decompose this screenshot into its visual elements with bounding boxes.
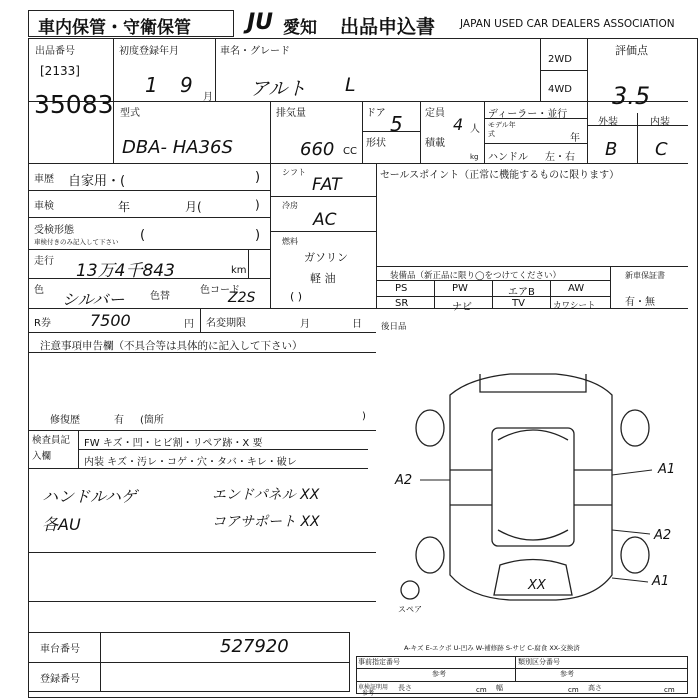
damage-mark-right-a1-bottom: A1 <box>652 574 670 589</box>
color-value: シルバー <box>62 290 125 309</box>
displacement-value: 660 <box>300 139 335 160</box>
lot-label: 出品番号 <box>35 46 75 57</box>
registration-year: 1 <box>145 73 158 97</box>
inspection-label: 車検 <box>34 201 54 212</box>
chassis-label: 車台番号 <box>40 644 80 655</box>
class-sub: 参考 <box>560 670 574 678</box>
class-label: 類別区分番号 <box>518 658 560 666</box>
damage-mark-left-a2: A2 <box>395 473 413 488</box>
fuel-label: 燃料 <box>282 237 298 246</box>
width-label: 幅 <box>496 684 503 692</box>
name-change-label: 名変期限 <box>206 318 246 329</box>
doors-value: 5 <box>390 112 403 136</box>
interior-grade: C <box>655 139 668 160</box>
shift-value: FAT <box>312 175 342 195</box>
displacement-label: 排気量 <box>276 108 306 119</box>
damage-mark-right-a2: A2 <box>654 528 672 543</box>
later-items-label: 後日品 <box>381 322 407 332</box>
interior-label: 内装 <box>650 117 670 128</box>
repair-place-label: (箇所 <box>140 415 164 426</box>
spare-label: スペア <box>398 605 422 614</box>
car-name: アルト <box>250 78 307 100</box>
load-unit: kg <box>470 153 479 161</box>
repair-label: 修復歴 <box>50 415 80 426</box>
mileage-value: 13万4千843 <box>76 261 175 281</box>
inspector-interior-row: 内装 キズ・汚レ・コゲ・穴・タバ・キレ・破レ <box>84 457 297 468</box>
recycle-label: R券 <box>34 318 51 329</box>
length-label: 長さ <box>398 684 412 692</box>
shift-label: シフト <box>282 168 306 177</box>
dealer-label: ディーラー・並行 <box>488 109 568 120</box>
handle-options: 左・右 <box>545 152 575 163</box>
inspection-month-unit: 月( <box>185 200 202 214</box>
grade-score: 3.5 <box>612 82 651 110</box>
load-label: 積載 <box>425 138 445 149</box>
notes-label: 注意事項申告欄（不具合等は具体的に記入して下さい） <box>40 340 303 352</box>
registration-month-unit: 月 <box>203 92 213 103</box>
shape-label: 形状 <box>366 138 386 149</box>
remark-right-1: エンドパネル XX <box>212 487 320 503</box>
fuel-diesel: 軽 油 <box>310 272 336 285</box>
fuel-other: ( ) <box>290 290 303 303</box>
storage-note: 車内保管・守衛保管 <box>38 18 191 38</box>
drive-2wd: 2WD <box>548 54 572 65</box>
model-label: 型式 <box>120 108 140 119</box>
color-code-label: 色コード <box>200 285 240 296</box>
cert-label: 車検証明用 <box>358 684 389 691</box>
inspector-fw-row: FW キズ・凹・ヒビ割・リペア跡・X 要 <box>84 438 263 449</box>
sheet-title: 出品申込書 <box>340 16 436 38</box>
aircon-value: AC <box>313 210 337 230</box>
displacement-unit: CC <box>343 146 357 157</box>
color-change-label: 色替 <box>150 291 170 302</box>
received-label: 受検形態 <box>34 225 74 236</box>
equipment-aw: AW <box>568 283 585 294</box>
history-close: ) <box>255 170 261 185</box>
name-change-month: 月 <box>300 319 310 330</box>
repair-place-close: ) <box>362 411 366 422</box>
exterior-grade: B <box>605 139 618 160</box>
length-unit: cm <box>476 686 487 694</box>
car-grade: L <box>345 74 356 96</box>
inspector-label: 検査員記入欄 <box>32 435 71 462</box>
equipment-airbag: エアB <box>508 287 535 298</box>
exterior-label: 外装 <box>598 117 618 128</box>
warranty-options: 有・無 <box>625 297 655 308</box>
lot-number: 35083 <box>34 90 114 119</box>
mileage-label: 走行 <box>34 256 54 267</box>
model-year-unit: 年 <box>570 133 580 144</box>
received-close: ) <box>255 228 261 243</box>
width-unit: cm <box>568 686 579 694</box>
recycle-unit: 円 <box>184 319 194 330</box>
color-label: 色 <box>34 285 44 296</box>
mileage-unit: km <box>231 265 247 276</box>
history-value: 自家用・( <box>68 174 126 189</box>
received-open: ( <box>140 228 146 243</box>
equipment-pw: PW <box>452 283 468 294</box>
plate-label: 登録番号 <box>40 674 80 685</box>
registration-month: 9 <box>180 73 193 97</box>
doors-label: ドア <box>366 108 386 119</box>
association-name: 愛知 <box>283 18 317 38</box>
name-change-day: 日 <box>352 319 362 330</box>
recycle-value: 7500 <box>90 311 131 330</box>
handle-label: ハンドル <box>488 152 528 163</box>
warranty-label: 新車保証書 <box>625 271 665 280</box>
equipment-tv: TV <box>512 298 525 309</box>
model-year-label: モデル年式 <box>488 121 516 138</box>
chassis-value: 527920 <box>220 636 289 657</box>
equipment-seat: カワシート <box>553 301 596 311</box>
capacity-unit: 人 <box>470 124 480 135</box>
capacity-value: 4 <box>453 115 464 134</box>
remark-right-2: コアサポート XX <box>212 514 320 530</box>
reference-sub: 参考 <box>432 670 446 678</box>
height-label: 高さ <box>588 684 602 692</box>
model-value: DBA- HA36S <box>122 137 233 158</box>
remark-left-1: ハンドルハゲ <box>42 487 137 506</box>
inspection-close: ) <box>255 198 260 212</box>
damage-legend: A-キズ E-エクボ U-凹み W-補修跡 S-サビ C-腐食 XX-交換済 <box>404 644 580 652</box>
reference-label: 事前指定番号 <box>358 658 400 666</box>
equipment-ps: PS <box>395 283 408 294</box>
car-name-label: 車名・グレード <box>220 46 290 57</box>
remark-left-2: 各AU <box>42 515 81 534</box>
association-en: JAPAN USED CAR DEALERS ASSOCIATION <box>460 18 675 30</box>
fuel-gasoline: ガソリン <box>304 251 348 264</box>
sales-points-label: セールスポイント（正常に機能するものに限ります） <box>380 170 620 181</box>
grade-label: 評価点 <box>615 44 648 57</box>
equipment-navi: ナビ <box>452 302 472 313</box>
drive-4wd: 4WD <box>548 84 572 95</box>
color-code: Z2S <box>228 290 256 306</box>
height-unit: cm <box>664 686 675 694</box>
capacity-label: 定員 <box>425 108 445 119</box>
history-label: 車歴 <box>34 174 54 185</box>
equipment-sr: SR <box>395 298 409 309</box>
repair-value: 有 <box>114 415 124 426</box>
damage-mark-xx: XX <box>528 578 546 593</box>
registration-label: 初度登録年月 <box>119 46 179 57</box>
inspection-year-unit: 年 <box>118 200 131 214</box>
cert-sub: 参考 <box>362 690 375 697</box>
ju-logo: JU <box>247 10 274 35</box>
aircon-label: 冷房 <box>282 201 298 210</box>
received-note: 車検付きのみ記入して下さい <box>34 238 119 246</box>
equipment-label: 装備品（新正品に限り◯をつけてください） <box>390 271 562 281</box>
damage-mark-right-a1-top: A1 <box>658 462 676 477</box>
lot-bracket-number: [2133] <box>40 64 80 78</box>
